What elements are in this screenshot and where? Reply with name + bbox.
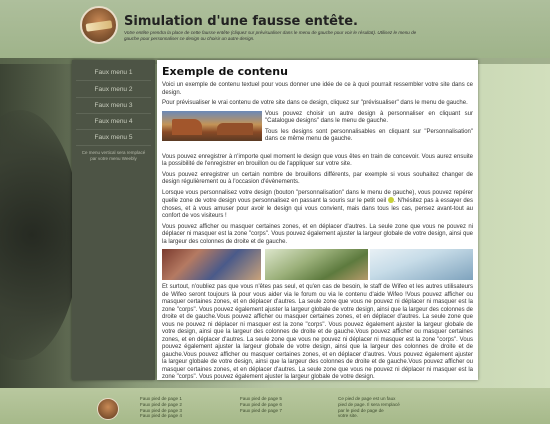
main-content [157,60,478,380]
rock-shape [217,123,253,135]
image-text-block [162,111,473,151]
paragraph: Voici un exemple de contenu textuel pour vous donner une idée de ce à quoi pourrait ressembler votre site dans ce design. [162,82,473,96]
sidebar-item-1[interactable]: Faux menu 1 [76,66,151,81]
footer-link[interactable]: Faux pied de page 6 [240,401,282,407]
sidebar [72,60,155,380]
footer-link[interactable]: Faux pied de page 3 [140,407,182,413]
image-gallery [162,249,473,281]
image-caption [265,111,473,147]
gallery-image-1[interactable] [162,249,261,280]
footer-column-1 [140,396,182,419]
footer-link[interactable]: Faux pied de page 2 [140,401,182,407]
paragraph-text: . N'hésitez pas à essayer des choses, et à vous amuser pour avoir le design qui vous convient, mais dans tous les cas, pensez avant-tout au confort de vos visiteurs ! [162,198,474,219]
sidebar-item-3[interactable]: Faux menu 3 [76,99,151,114]
footer-text: votre site. [338,413,358,419]
paragraph [162,190,473,221]
footer-logo[interactable] [97,398,119,420]
footer-column-2 [240,396,282,413]
footer-link[interactable]: Faux pied de page 4 [140,413,182,419]
footer-text: par le pied de page de [338,407,384,413]
page-title: Exemple de contenu [162,65,288,78]
gallery-image-3[interactable] [370,249,473,280]
footer-text: Ce pied de page est un faux [338,396,396,401]
sidebar-item-4[interactable]: Faux menu 4 [76,115,151,130]
desert-image [162,111,262,141]
sidebar-item-2[interactable]: Faux menu 2 [76,83,151,98]
footer-column-3 [338,396,400,419]
gallery-image-2[interactable] [265,249,368,280]
footer-text: pied de page. Il sera remplacé [338,401,400,407]
sidebar-item-5[interactable]: Faux menu 5 [76,131,151,146]
logo-banner-shape [86,20,113,32]
site-description: Votre entête prendra la place de cette fausse entête (cliquez sur prévisualiser dans le menu de gauche pour voir le résultat). Utilisez le menu de gauche pour personnaliser ce design ou choisir un autre design. [124,30,417,41]
paragraph: Pour prévisualiser le vrai contenu de votre site dans ce design, cliquez sur "prévisualiser" dans le menu de gauche. [162,100,468,106]
footer [72,388,478,424]
footer-link[interactable]: Faux pied de page 5 [240,396,282,401]
paragraph: Et surtout, n'oubliez pas que vous n'êtes pas seul, et qu'en cas de besoin, le staff de Wifeo et les autres utilisateurs de Wifeo seront toujours là pour vous aider via le forum ou via le contenu d'aide Wifeo !Vous pouvez afficher ou masquer certaines zones, et en déplacer d'autres. La seule zone que vous ne pouvez ni déplacer ni masquer est la zone "corps". Vous pouvez également ajuster la largeur globale de votre design, ainsi que la largeur des colonnes de droite et de gauche.Vous pouvez afficher ou masquer certaines zones, et en déplacer d'autres. La seule zone que vous ne pouvez ni déplacer ni masquer est la zone "corps". Vous pouvez également ajuster la largeur globale de votre design, ainsi que la largeur des colonnes de droite et de gauche.Vous pouvez afficher ou masquer certaines zones, et en déplacer d'autres. La seule zone que vous ne pouvez ni déplacer ni masquer est la zone "corps". Vous pouvez également ajuster la largeur globale de votre design, ainsi que la largeur des colonnes de droite et de gauche.Vous pouvez afficher ou masquer certaines zones, et en déplacer d'autres. Vous pouvez également ajuster la largeur globale de votre design, ainsi que la largeur des colonnes de droite et de gauche.Vous pouvez afficher ou masquer certaines zones, et en déplacer d'autres. La seule zone que vous ne pouvez ni déplacer ni masquer est la zone "corps". Vous pouvez également ajuster la largeur globale de votre design. [162,284,473,380]
rock-shape [172,119,202,135]
footer-link[interactable]: Faux pied de page 1 [140,396,182,401]
paragraph-text: Lorsque vous personnalisez votre design (bouton "personnalisation" dans le menu de gauche), vous pouvez repérer quelle zone de votre design vous personnalisez en passant la souris sur le petit oeil [162,189,473,204]
paragraph: Vous pouvez afficher ou masquer certaines zones, et en déplacer d'autres. La seule zone que vous ne pouvez ni déplacer ni masquer est la zone "corps". Vous pouvez également ajuster la largeur globale de votre design, ainsi que la largeur des colonnes de droite et de gauche. [162,223,473,245]
footer-link[interactable]: Faux pied de page 7 [240,407,282,413]
paragraph: Vous pouvez enregistrer un certain nombre de brouillons différents, par exemple si vous souhaitez changer de design régulièrement ou à l'occasion d'évènements. [162,171,473,185]
paragraph: Vous pouvez enregistrer à n'importe quel moment le design que vous êtes en train de concevoir. Vous aurez ensuite la possibilité de l'enregistrer en brouillon ou de l'appliquer sur votre site. [162,153,473,167]
site-logo[interactable] [80,6,118,44]
paragraph: Tous les designs sont personnalisables en cliquant sur "Personnalisation" dans ce même menu de gauche. [265,128,473,142]
site-title: Simulation d'une fausse entête. [124,14,358,29]
sidebar-note: Ce menu vertical sera remplacé par votre menu Weebly [81,150,146,161]
paragraph: Vous pouvez choisir un autre design à personnaliser en cliquant sur "Catalogue designs" dans le menu de gauche. [265,110,473,124]
content-body [162,82,473,380]
